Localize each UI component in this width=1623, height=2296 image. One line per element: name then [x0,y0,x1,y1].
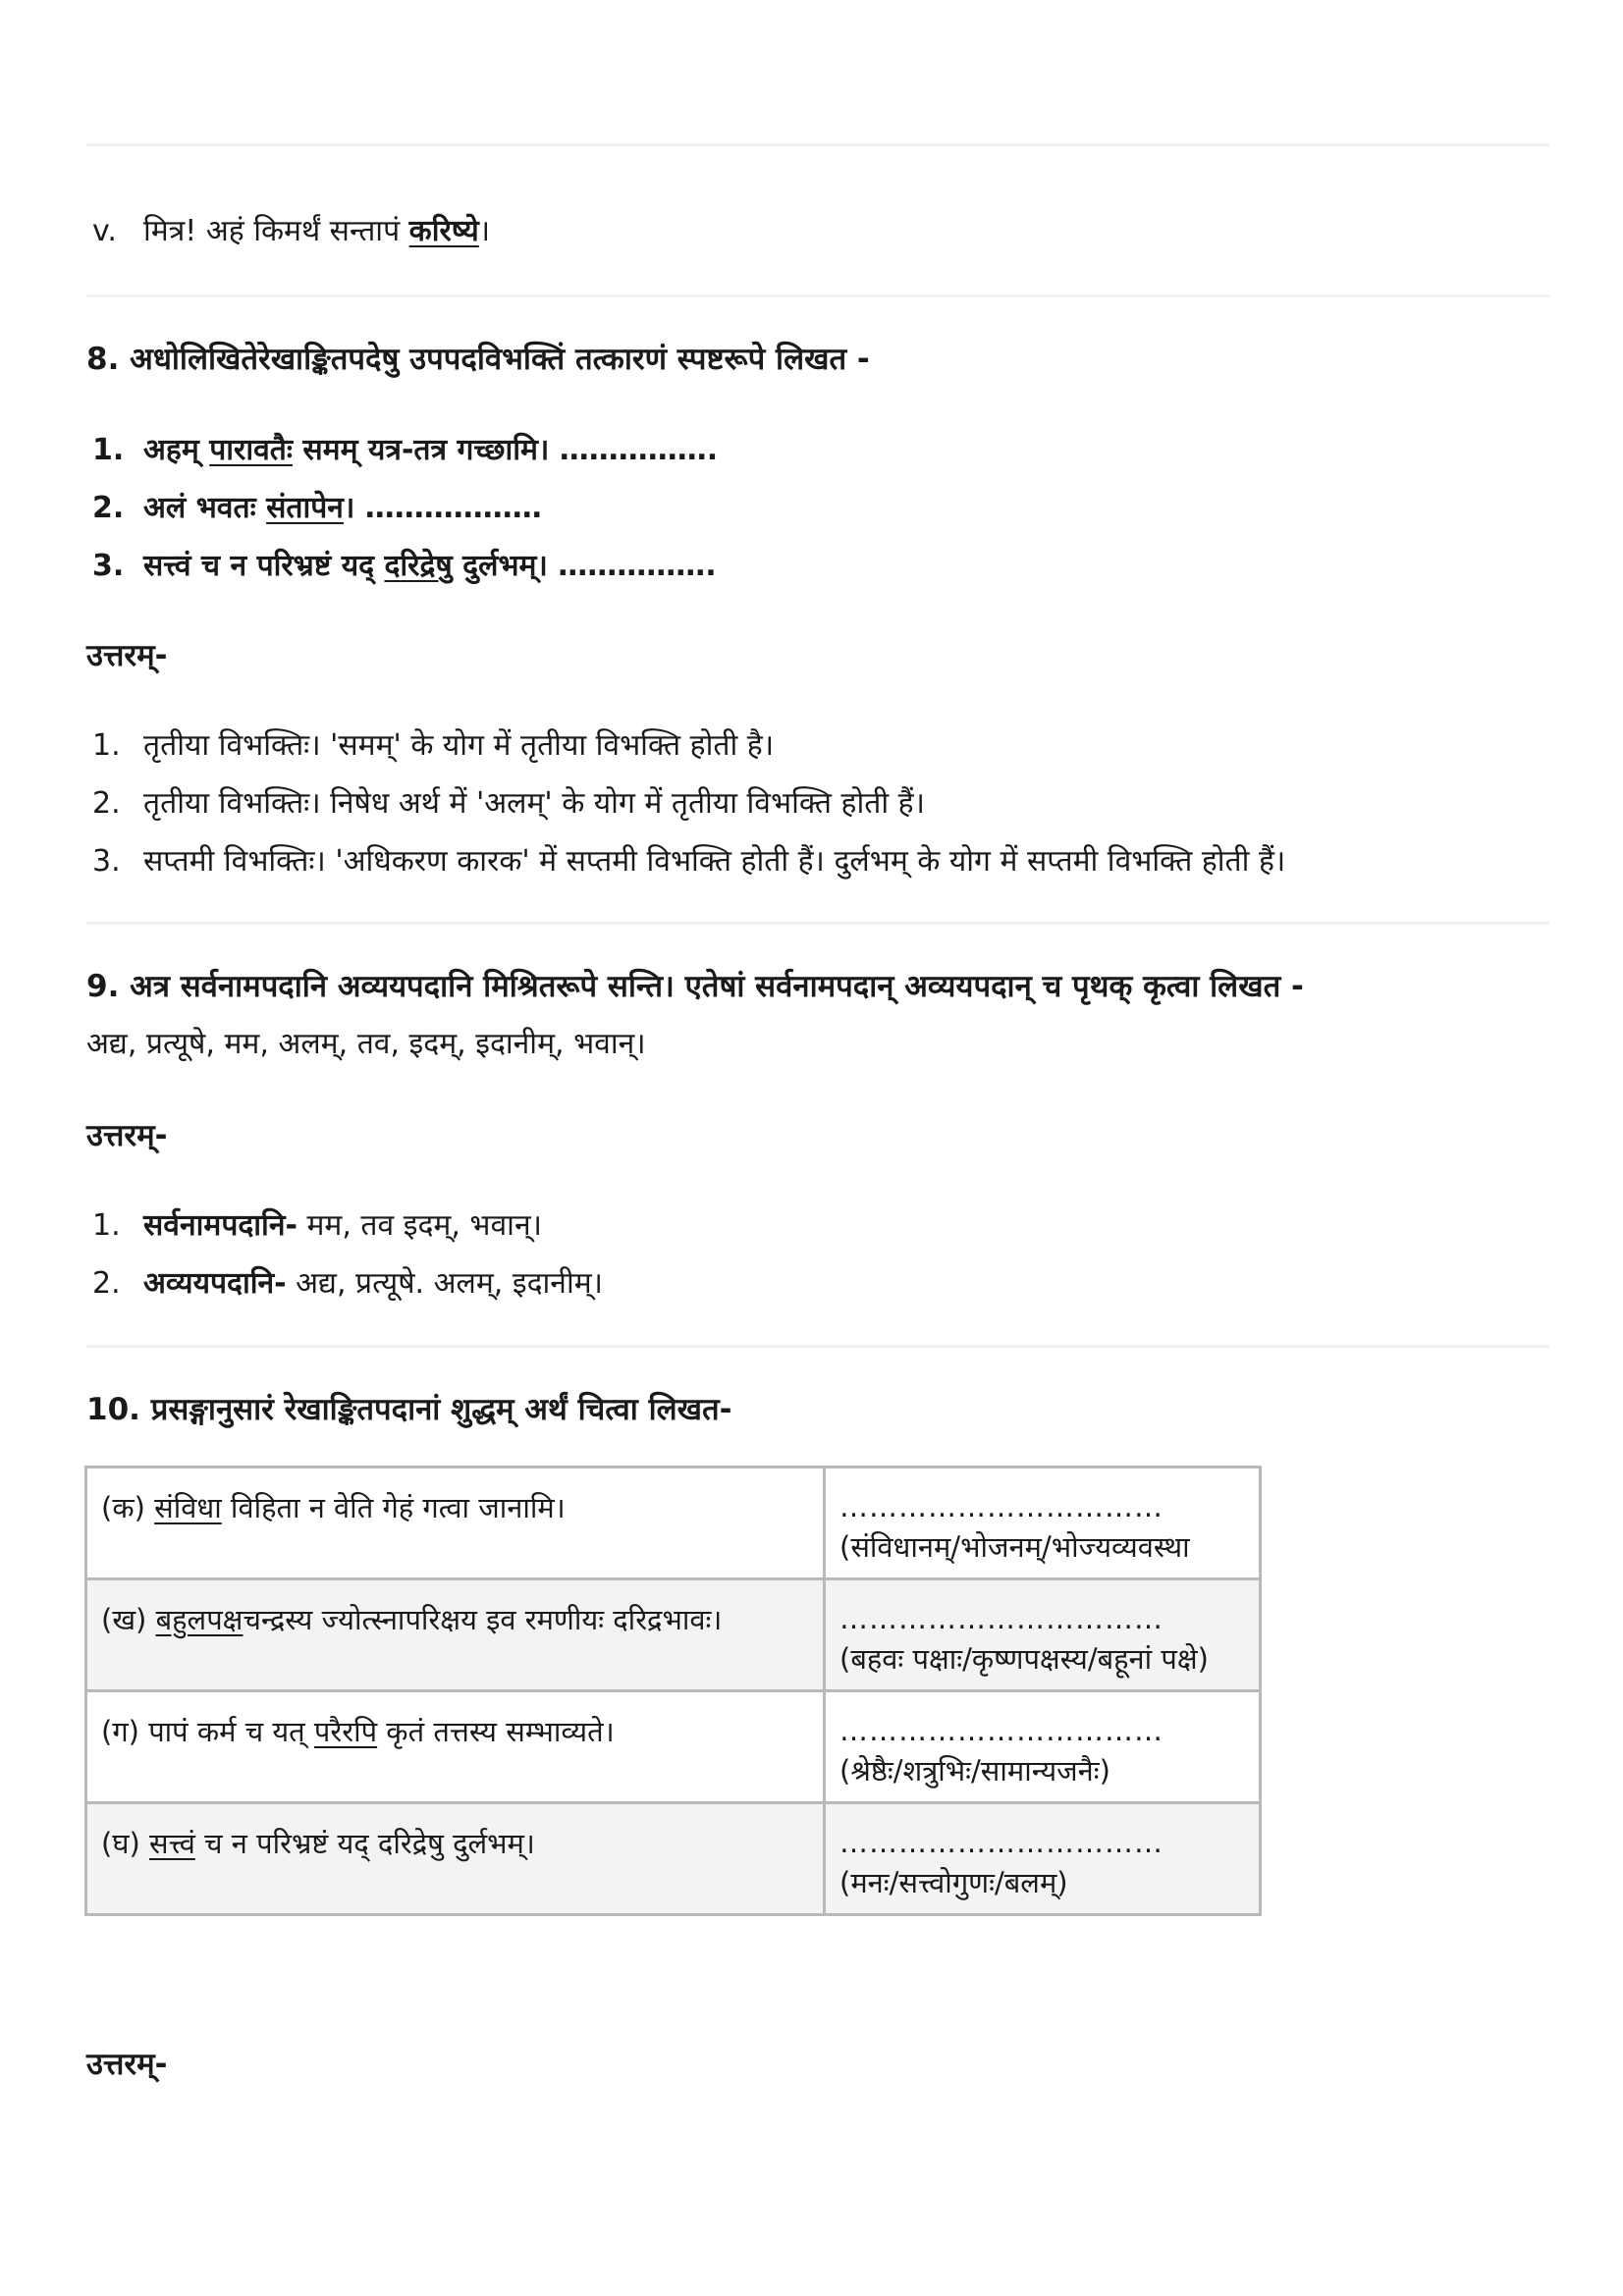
sentence-cell [86,1803,825,1915]
row-prefix: (ख) [101,1603,156,1636]
answer-text: अद्य, प्रत्यूषे. अलम्, इदानीम्। [286,1266,604,1301]
q8-item-1 [86,429,718,472]
item-end: । ……………… [343,491,542,525]
q8-item-2 [86,487,542,530]
divider [86,143,1549,146]
row-sentence: कृतं तत्तस्य सम्भाव्यते। [377,1715,615,1748]
item-text: मित्र! अहं किमर्थं सन्तापं [143,214,409,248]
divider [86,1345,1549,1348]
q10-answer-label: उत्तरम्- [86,2047,168,2082]
underlined-word: करिष्ये [408,214,479,248]
item-number: 1. [92,433,125,467]
question-9-title: 9. अत्र सर्वनामपदानि अव्ययपदानि मिश्रितरूपे सन्ति। एतेषां सर्वनामपदान् अव्ययपदान् च पृथक् कृत्वा लिखत - [86,969,1304,1004]
answer-text: सप्तमी विभक्तिः। 'अधिकरण कारक' में सप्तमी विभक्ति होती हैं। दुर्लभम् के योग में सप्तमी विभक्ति होती हैं। [143,844,1286,879]
row-prefix: (घ) [101,1827,149,1860]
item-end: । [478,214,491,248]
answer-cell [825,1468,1261,1579]
answer-number: 2. [92,1266,121,1301]
underlined-word: दरिद्रेषु [384,549,453,583]
item-number: v. [92,214,117,248]
q9-answer-1 [86,1204,542,1248]
answer-options: (संविधानम्/भोजनम्/भोज्यव्यवस्था [839,1530,1190,1564]
underlined-word: परैरपि [313,1715,378,1748]
q8-answer-label: उत्तरम्- [86,638,168,673]
answer-cell [825,1803,1261,1915]
answer-cell [825,1579,1261,1691]
answer-blank: …………………………… [839,1826,1163,1859]
answer-label: सर्वनामपदानि- [143,1208,298,1243]
table-row [86,1468,1261,1579]
q9-word-list: अद्य, प्रत्यूषे, मम, अलम्, तव, इदम्, इदानीम्, भवान्। [86,1027,646,1061]
sentence-cell [86,1468,825,1579]
underlined-word: संतापेन [266,491,344,525]
row-prefix: (ग) [101,1715,149,1748]
underlined-word: बहुलपक्ष [155,1603,243,1636]
q9-answer-label: उत्तरम्- [86,1118,168,1153]
question-10-title: 10. प्रसङ्गानुसारं रेखाङ्कितपदानां शुद्धम् अर्थं चित्वा लिखत- [86,1392,732,1427]
item-number: 2. [92,491,125,525]
q8-answer-1 [86,724,774,768]
q8-answer-2 [86,782,925,826]
q9-answer-2 [86,1262,603,1306]
answer-blank: …………………………… [839,1714,1163,1747]
q8-item-3 [86,545,717,588]
answer-text: तृतीया विभक्तिः। 'समम्' के योग में तृतीया विभक्ति होती है। [143,728,775,763]
underlined-word: पारावतैः [209,433,293,467]
table-row [86,1579,1261,1691]
underlined-word: सत्त्वं [149,1827,195,1860]
answer-blank: …………………………… [839,1602,1163,1635]
answer-number: 1. [92,1208,121,1243]
divider [86,922,1549,925]
answer-options: (मनः/सत्त्वोगुणः/बलम्) [839,1866,1068,1899]
answer-text: तृतीया विभक्तिः। निषेध अर्थ में 'अलम्' के योग में तृतीया विभक्ति होती हैं। [143,786,925,821]
sentence-cell [86,1691,825,1803]
answer-label: अव्ययपदानि- [143,1266,287,1301]
item-end: दुर्लभम्। ……………. [452,549,717,583]
table-row [86,1803,1261,1915]
row-prefix: (क) [101,1491,155,1524]
q7-item-v [86,210,490,253]
item-text: सत्त्वं च न परिभ्रष्टं यद् [143,549,385,583]
row-sentence: च न परिभ्रष्टं यद् दरिद्रेषु दुर्लभम्। [194,1827,535,1860]
answer-number: 2. [92,786,121,821]
item-text: अलं भवतः [143,491,267,525]
answer-options: (बहवः पक्षाः/कृष्णपक्षस्य/बहूनां पक्षे) [839,1642,1209,1676]
table-row [86,1691,1261,1803]
question-8-title: 8. अधोलिखितेरेखाङ्कितपदेषु उपपदविभक्तिं तत्कारणं स्पष्टरूपे लिखत - [86,342,870,377]
sentence-cell [86,1579,825,1691]
row-sentence-start: पापं कर्म च यत् [148,1715,314,1748]
answer-cell [825,1691,1261,1803]
divider [86,294,1549,297]
answer-number: 1. [92,728,121,763]
row-sentence: चन्द्रस्य ज्योत्स्नापरिक्षय इव रमणीयः दरिद्रभावः। [243,1603,723,1636]
item-end: समम् यत्र-तत्र गच्छामि। ……………. [292,433,719,467]
q8-answer-3 [86,840,1285,883]
item-number: 3. [92,549,125,583]
answer-options: (श्रेष्ठैः/शत्रुभिः/सामान्यजनैः) [839,1754,1110,1788]
row-sentence: विहिता न वेति गेहं गत्वा जानामि। [221,1491,566,1524]
meaning-table [84,1466,1262,1916]
answer-blank: …………………………… [839,1490,1163,1523]
answer-text: मम, तव इदम्, भवान्। [297,1208,542,1243]
answer-number: 3. [92,844,121,879]
item-text: अहम् [143,433,210,467]
underlined-word: संविधा [154,1491,222,1524]
